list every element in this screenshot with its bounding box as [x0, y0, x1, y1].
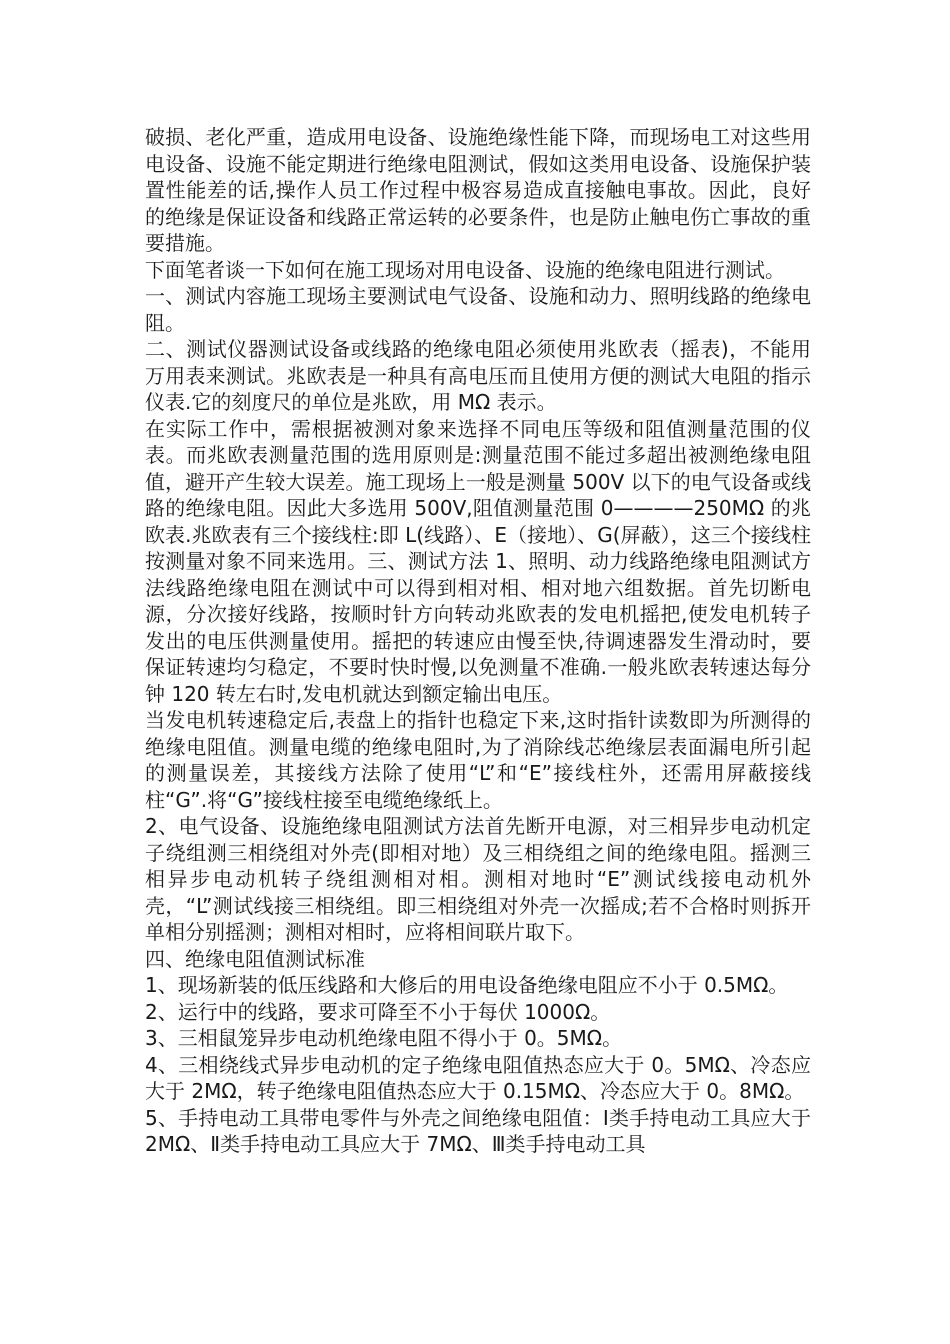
paragraph-intro: 破损、老化严重，造成用电设备、设施绝缘性能下降，而现场电工对这些用电设备、设施不能定期进行绝缘电阻测试，假如这类用电设备、设施保护装置性能差的话,操作人员工作过程中极容易造成直接触电事故。因此，良好的绝缘是保证设备和线路正常运转的必要条件，也是防止触电伤亡事故的重要措施。: [145, 125, 811, 255]
paragraph-reading: 当发电机转速稳定后,表盘上的指针也稳定下来,这时指针读数即为所测得的绝缘电阻值。测量电缆的绝缘电阻时,为了消除线芯绝缘层表面漏电所引起的测量误差，其接线方法除了使用“L”和“E”接线柱外，还需用屏蔽接线柱“G”.将“G”接线柱接至电缆绝缘纸上。: [145, 708, 811, 812]
paragraph-section-2: 二、测试仪器测试设备或线路的绝缘电阻必须使用兆欧表（摇表)，不能用万用表来测试。兆欧表是一种具有高电压而且使用方便的测试大电阻的指示仪表.它的刻度尺的单位是兆欧，用 MΩ 表示。: [145, 337, 811, 414]
standard-item-2: 2、运行中的线路，要求可降至不小于每伏 1000Ω。: [145, 999, 611, 1024]
paragraph-equipment-test: 2、电气设备、设施绝缘电阻测试方法首先断开电源，对三相异步电动机定子绕组测三相绕组对外壳(即相对地）及三相绕组之间的绝缘电阻。摇测三相异步电动机转子绕组测相对相。测相对地时“E”测试线接电动机外壳，“L”测试线接三相绕组。即三相绕组对外壳一次摇成;若不合格时则拆开单相分别摇测；测相对相时，应将相间联片取下。: [145, 814, 811, 944]
standard-item-4: 4、三相绕线式异步电动机的定子绝缘电阻值热态应大于 0。5MΩ、冷态应大于 2MΩ，转子绝缘电阻值热态应大于 0.15MΩ、冷态应大于 0。8MΩ。: [145, 1052, 811, 1103]
paragraph-instrument-selection: 在实际工作中，需根据被测对象来选择不同电压等级和阻值测量范围的仪表。而兆欧表测量范围的选用原则是:测量范围不能过多超出被测绝缘电阻值，避开产生较大误差。施工现场上一般是测量 500V 以下的电气设备或线路的绝缘电阻。因此大多选用 500V,阻值测量范围 0————250MΩ 的兆欧表.兆欧表有三个接线柱:即 L(线路）、E（接地）、G(屏蔽），这三个接线柱按测量对象不同来选用。三、测试方法 1、照明、动力线路绝缘电阻测试方法线路绝缘电阻在测试中可以得到相对相、相对地六组数据。首先切断电源，分次接好线路，按顺时针方向转动兆欧表的发电机摇把,使发电机转子发出的电压供测量使用。摇把的转速应由慢至快,待调速器发生滑动时，要保证转速均匀稳定，不要时快时慢,以免测量不准确.一般兆欧表转速达每分钟 120 转左右时,发电机就达到额定输出电压。: [145, 416, 811, 706]
paragraph-section-1: 一、测试内容施工现场主要测试电气设备、设施和动力、照明线路的绝缘电阻。: [145, 284, 811, 335]
document-body: [145, 124, 811, 1158]
standard-item-5: 5、手持电动工具带电零件与外壳之间绝缘电阻值：Ⅰ类手持电动工具应大于 2MΩ、Ⅱ类手持电动工具应大于 7MΩ、Ⅲ类手持电动工具: [145, 1105, 811, 1156]
standard-item-1: 1、现场新装的低压线路和大修后的用电设备绝缘电阻应不小于 0.5MΩ。: [145, 973, 789, 997]
section-heading-standards: 四、绝缘电阻值测试标准: [145, 946, 365, 971]
paragraph-lead-in: 下面笔者谈一下如何在施工现场对用电设备、设施的绝缘电阻进行测试。: [145, 257, 785, 282]
standard-item-3: 3、三相鼠笼异步电动机绝缘电阻不得小于 0。5MΩ。: [145, 1026, 623, 1050]
